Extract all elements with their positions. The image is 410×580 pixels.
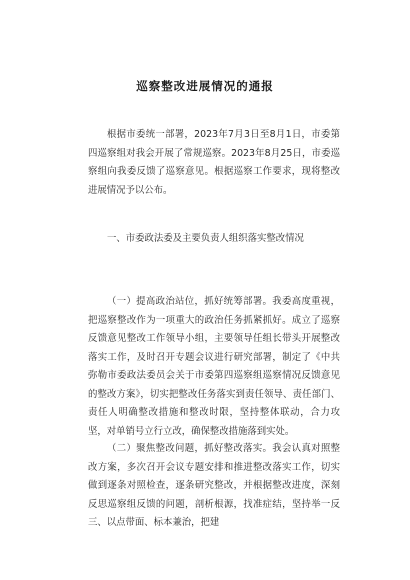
body-paragraph: （二）聚焦整改问题，抓好整改落实。我会认真对照整改方案，多次召开会议专题安排和推进整改落实工作，切实做到逐条对照检查，逐条研究整改，并根据整改进度，深刻反思巡察组反馈的问题，剖析根源，找准症结，坚持举一反三、以点带面、标本兼治，把建 <box>88 443 340 528</box>
document-title: 巡察整改进展情况的通报 <box>136 79 274 93</box>
body-paragraph: （一）提高政治站位，抓好统筹部署。我委高度重视，把巡察整改作为一项重大的政治任务抓紧抓好。成立了巡察反馈意见整改工作领导小组，主要领导任组长带头开展整改落实工作，及时召开专题会议进行研究部署，制定了《中共弥勒市委政法委员会关于市委第四巡察组巡察情况反馈意见的整改方案》，切实把整改任务落实到责任领导、责任部门、责任人明确整改措施和整改时限，坚持整体联动，合力攻坚，对单销号立行立改，确保整改措施落到实处。 <box>88 296 340 437</box>
section-heading: 一、市委政法委及主要负责人组织落实整改情况 <box>107 233 304 244</box>
intro-paragraph: 根据市委统一部署，2023年7月3日至8月1日，市委第四巡察组对我会开展了常规巡察。2023年8月25日，市委巡察组向我委反馈了巡察意见。根据巡察工作要求，现将整改进展情况予以公布。 <box>88 129 340 196</box>
